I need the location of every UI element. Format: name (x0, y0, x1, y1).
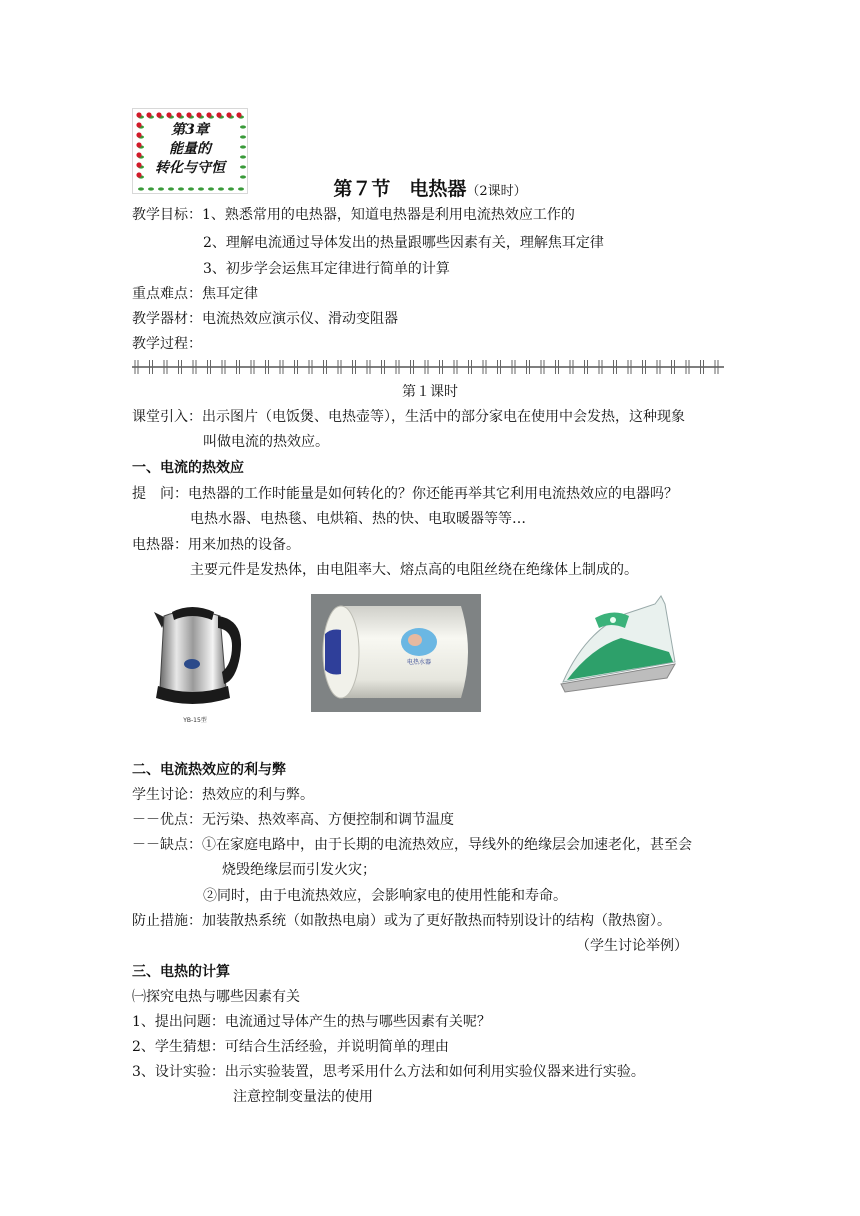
kettle-icon (140, 598, 250, 726)
section-3-heading: 三、电热的计算 (132, 964, 230, 980)
section-1-heading: 一、电流的热效应 (132, 460, 244, 476)
section-2-heading: 二、电流热效应的利与弊 (132, 762, 286, 778)
disadvantage-1-cont: 烧毁绝缘层而引发火灾； (222, 862, 376, 878)
badge-line-1: 第3章 (171, 122, 209, 138)
intro-line-2: 叫做电流的热效应。 (203, 434, 329, 450)
question: 提 问：电热器的工作时能量是如何转化的？你还能再举其它利用电流热效应的电器吗？ (132, 486, 678, 502)
step-1: 1、提出问题：电流通过导体产生的热与哪些因素有关呢？ (132, 1014, 491, 1030)
prevention: 防止措施：加装散热系统（如散热电扇）或为了更好散热而特别设计的结构（散热窗）。 (132, 913, 671, 929)
water-heater-icon (311, 594, 481, 712)
disadvantage-2: ②同时，由于电流热效应，会影响家电的使用性能和寿命。 (203, 888, 567, 904)
title-sub: （2课时） (466, 184, 527, 199)
title-main: 第７节 电热器 (333, 178, 467, 200)
step-3-note: 注意控制变量法的使用 (233, 1089, 373, 1105)
kettle-caption: YB-15型 (183, 717, 207, 724)
process-label: 教学过程： (132, 336, 202, 352)
component: 主要元件是发热体，由电阻率大、熔点高的电阻丝绕在绝缘体上制成的。 (190, 562, 638, 578)
key-points: 重点难点：焦耳定律 (132, 286, 258, 302)
discussion-note: （学生讨论举例） (576, 938, 688, 954)
iron-photo (555, 592, 685, 696)
heater-label: 电热水器 (406, 659, 432, 666)
advantages: －－优点：无污染、热效率高、方便控制和调节温度 (132, 812, 454, 828)
badge-line-3: 转化与守恒 (155, 160, 225, 176)
step-3: 3、设计实验：出示实验装置，思考采用什么方法和如何利用实验仪器来进行实验。 (132, 1064, 645, 1080)
objective-3: 3、初步学会运焦耳定律进行简单的计算 (203, 261, 450, 277)
examples: 电热水器、电热毯、电烘箱、热的快、电取暖器等等… (190, 511, 526, 527)
kettle-photo (140, 598, 250, 726)
objective-2: 2、理解电流通过导体发出的热量跟哪些因素有关，理解焦耳定律 (203, 235, 604, 251)
water-heater-photo (311, 594, 481, 712)
page-title (0, 174, 860, 201)
iron-icon (555, 592, 685, 696)
objective-1: 1、熟悉常用的电热器，知道电热器是利用电流热效应工作的 (202, 207, 575, 223)
badge-line-2: 能量的 (169, 141, 211, 157)
objectives-label: 教学目标： (132, 207, 202, 223)
sub-section-1: ㈠探究电热与哪些因素有关 (132, 989, 300, 1005)
step-2: 2、学生猜想：可结合生活经验，并说明简单的理由 (132, 1039, 449, 1055)
discussion: 学生讨论：热效应的利与弊。 (132, 787, 314, 803)
definition: 电热器：用来加热的设备。 (132, 537, 300, 553)
intro-line-1: 课堂引入：出示图片（电饭煲、电热壶等），生活中的部分家电在使用中会发热，这种现象 (132, 409, 685, 425)
equipment: 教学器材：电流热效应演示仪、滑动变阻器 (132, 311, 398, 327)
disadvantage-1: －－缺点：①在家庭电路中，由于长期的电流热效应，导线外的绝缘层会加速老化，甚至会 (132, 837, 692, 853)
lesson-label: 第１课时 (402, 384, 458, 400)
objectives-line-1 (132, 205, 575, 225)
decorative-divider (132, 358, 724, 376)
